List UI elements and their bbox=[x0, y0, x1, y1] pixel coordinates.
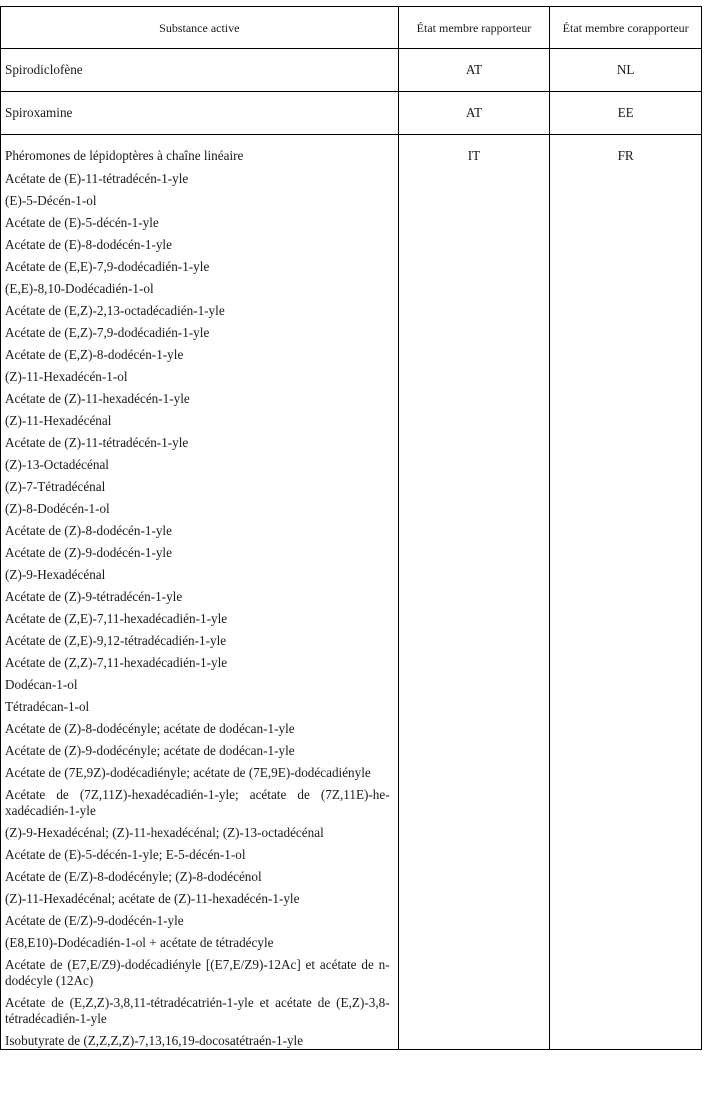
pheromone-name: Acétate de (E/Z)-9-dodécén-1-yle bbox=[1, 907, 399, 929]
pheromone-name: Acétate de (Z)-8-dodécényle; acétate de dodécan-1-yle bbox=[1, 715, 399, 737]
list-item bbox=[1, 429, 702, 451]
empty-cell bbox=[398, 253, 550, 275]
empty-cell bbox=[550, 885, 702, 907]
empty-cell bbox=[398, 517, 550, 539]
empty-cell bbox=[550, 341, 702, 363]
empty-cell bbox=[398, 297, 550, 319]
pheromone-name: Acétate de (E,E)-7,9-dodécadién-1-yle bbox=[1, 253, 399, 275]
empty-cell bbox=[550, 165, 702, 187]
empty-cell bbox=[398, 737, 550, 759]
list-item bbox=[1, 187, 702, 209]
list-item bbox=[1, 495, 702, 517]
pheromone-name: Acétate de (Z)-8-dodécén-1-yle bbox=[1, 517, 399, 539]
empty-cell bbox=[398, 363, 550, 385]
empty-cell bbox=[550, 253, 702, 275]
empty-cell bbox=[550, 539, 702, 561]
empty-cell bbox=[398, 605, 550, 627]
empty-cell bbox=[398, 451, 550, 473]
empty-cell bbox=[550, 841, 702, 863]
pheromone-name: (Z)-9-Hexadécénal; (Z)-11-hexadécénal; (Z)-13-octadécénal bbox=[1, 819, 399, 841]
list-item bbox=[1, 929, 702, 951]
corapporteur-code: NL bbox=[550, 49, 702, 92]
empty-cell bbox=[398, 165, 550, 187]
list-item bbox=[1, 451, 702, 473]
empty-cell bbox=[398, 759, 550, 781]
empty-cell bbox=[398, 429, 550, 451]
list-item bbox=[1, 407, 702, 429]
empty-cell bbox=[550, 407, 702, 429]
empty-cell bbox=[398, 407, 550, 429]
empty-cell bbox=[398, 671, 550, 693]
table-row bbox=[1, 92, 702, 135]
group-rapporteur-code: IT bbox=[398, 135, 550, 166]
pheromone-name: Acétate de (E,Z,Z)-3,8,11-tétradécatrién-1-yle et acétate de (E,Z)-3,8-tétradécadién-1-yle bbox=[1, 989, 399, 1027]
empty-cell bbox=[550, 737, 702, 759]
empty-cell bbox=[398, 885, 550, 907]
corapporteur-code: EE bbox=[550, 92, 702, 135]
pheromone-name: Dodécan-1-ol bbox=[1, 671, 399, 693]
pheromone-name: Acétate de (Z,E)-9,12-tétradécadién-1-yle bbox=[1, 627, 399, 649]
pheromone-name: Acétate de (Z,E)-7,11-hexadécadién-1-yle bbox=[1, 605, 399, 627]
pheromone-name: Acétate de (Z)-9-dodécén-1-yle bbox=[1, 539, 399, 561]
header-corapporteur: État membre corapporteur bbox=[550, 7, 702, 49]
header-substance: Substance active bbox=[1, 7, 399, 49]
pheromone-name: Acétate de (Z)-11-hexadécén-1-yle bbox=[1, 385, 399, 407]
list-item bbox=[1, 231, 702, 253]
substance-name: Spirodiclofène bbox=[1, 49, 399, 92]
pheromone-name: Acétate de (7E,9Z)-dodécadiényle; acétate de (7E,9E)-dodécadiényle bbox=[1, 759, 399, 781]
pheromone-name: Acétate de (E)-11-tétradécén-1-yle bbox=[1, 165, 399, 187]
empty-cell bbox=[550, 495, 702, 517]
pheromone-name: (Z)-11-Hexadécén-1-ol bbox=[1, 363, 399, 385]
list-item bbox=[1, 165, 702, 187]
empty-cell bbox=[398, 841, 550, 863]
list-item bbox=[1, 341, 702, 363]
empty-cell bbox=[398, 693, 550, 715]
empty-cell bbox=[398, 907, 550, 929]
empty-cell bbox=[398, 715, 550, 737]
list-item bbox=[1, 275, 702, 297]
empty-cell bbox=[550, 517, 702, 539]
pheromone-name: Acétate de (7Z,11Z)-hexadécadién-1-yle; acétate de (7Z,11E)-hexadécadién-1-yle bbox=[1, 781, 399, 819]
empty-cell bbox=[398, 863, 550, 885]
pheromone-name: (Z)-9-Hexadécénal bbox=[1, 561, 399, 583]
empty-cell bbox=[550, 781, 702, 819]
list-item bbox=[1, 737, 702, 759]
empty-cell bbox=[398, 275, 550, 297]
list-item bbox=[1, 841, 702, 863]
empty-cell bbox=[550, 473, 702, 495]
empty-cell bbox=[550, 209, 702, 231]
empty-cell bbox=[398, 1027, 550, 1050]
empty-cell bbox=[550, 649, 702, 671]
empty-cell bbox=[398, 819, 550, 841]
list-item bbox=[1, 1027, 702, 1050]
list-item bbox=[1, 693, 702, 715]
list-item bbox=[1, 539, 702, 561]
empty-cell bbox=[550, 297, 702, 319]
empty-cell bbox=[550, 759, 702, 781]
empty-cell bbox=[550, 429, 702, 451]
empty-cell bbox=[550, 819, 702, 841]
pheromone-name: (E8,E10)-Dodécadién-1-ol + acétate de tétradécyle bbox=[1, 929, 399, 951]
header-rapporteur: État membre rapporteur bbox=[398, 7, 550, 49]
list-item bbox=[1, 989, 702, 1027]
empty-cell bbox=[398, 385, 550, 407]
empty-cell bbox=[550, 907, 702, 929]
rapporteur-code: AT bbox=[398, 92, 550, 135]
list-item bbox=[1, 863, 702, 885]
group-header-row bbox=[1, 135, 702, 166]
pheromone-name: (Z)-11-Hexadécénal; acétate de (Z)-11-hexadécén-1-yle bbox=[1, 885, 399, 907]
group-corapporteur-code: FR bbox=[550, 135, 702, 166]
empty-cell bbox=[550, 451, 702, 473]
empty-cell bbox=[550, 989, 702, 1027]
empty-cell bbox=[550, 863, 702, 885]
pheromone-name: Acétate de (E)-8-dodécén-1-yle bbox=[1, 231, 399, 253]
list-item bbox=[1, 715, 702, 737]
list-item bbox=[1, 209, 702, 231]
list-item bbox=[1, 649, 702, 671]
empty-cell bbox=[550, 231, 702, 253]
empty-cell bbox=[550, 275, 702, 297]
pheromone-name: (E,E)-8,10-Dodécadién-1-ol bbox=[1, 275, 399, 297]
empty-cell bbox=[550, 1027, 702, 1050]
empty-cell bbox=[550, 583, 702, 605]
empty-cell bbox=[398, 473, 550, 495]
empty-cell bbox=[550, 627, 702, 649]
list-item bbox=[1, 253, 702, 275]
empty-cell bbox=[550, 715, 702, 737]
empty-cell bbox=[398, 209, 550, 231]
list-item bbox=[1, 759, 702, 781]
list-item bbox=[1, 907, 702, 929]
empty-cell bbox=[550, 605, 702, 627]
list-item bbox=[1, 627, 702, 649]
pheromone-name: Acétate de (Z)-11-tétradécén-1-yle bbox=[1, 429, 399, 451]
empty-cell bbox=[550, 385, 702, 407]
list-item bbox=[1, 671, 702, 693]
list-item bbox=[1, 319, 702, 341]
empty-cell bbox=[398, 319, 550, 341]
pheromone-name: Acétate de (E,Z)-2,13-octadécadién-1-yle bbox=[1, 297, 399, 319]
substance-table bbox=[0, 6, 702, 1050]
pheromone-name: (Z)-7-Tétradécénal bbox=[1, 473, 399, 495]
empty-cell bbox=[398, 495, 550, 517]
empty-cell bbox=[550, 187, 702, 209]
list-item bbox=[1, 385, 702, 407]
empty-cell bbox=[550, 929, 702, 951]
list-item bbox=[1, 583, 702, 605]
pheromone-name: Acétate de (Z)-9-dodécényle; acétate de dodécan-1-yle bbox=[1, 737, 399, 759]
list-item bbox=[1, 605, 702, 627]
empty-cell bbox=[398, 583, 550, 605]
list-item bbox=[1, 781, 702, 819]
empty-cell bbox=[398, 781, 550, 819]
list-item bbox=[1, 885, 702, 907]
empty-cell bbox=[398, 561, 550, 583]
empty-cell bbox=[550, 951, 702, 989]
empty-cell bbox=[398, 649, 550, 671]
table-row bbox=[1, 49, 702, 92]
pheromone-name: Acétate de (Z,Z)-7,11-hexadécadién-1-yle bbox=[1, 649, 399, 671]
table-header-row bbox=[1, 7, 702, 49]
list-item bbox=[1, 517, 702, 539]
list-item bbox=[1, 297, 702, 319]
empty-cell bbox=[398, 539, 550, 561]
pheromone-name: Acétate de (E,Z)-7,9-dodécadién-1-yle bbox=[1, 319, 399, 341]
list-item bbox=[1, 819, 702, 841]
list-item bbox=[1, 473, 702, 495]
empty-cell bbox=[398, 341, 550, 363]
empty-cell bbox=[398, 951, 550, 989]
substance-name: Spiroxamine bbox=[1, 92, 399, 135]
list-item bbox=[1, 561, 702, 583]
empty-cell bbox=[550, 693, 702, 715]
empty-cell bbox=[398, 627, 550, 649]
empty-cell bbox=[398, 929, 550, 951]
pheromone-name: (Z)-11-Hexadécénal bbox=[1, 407, 399, 429]
pheromone-name: Acétate de (E/Z)-8-dodécényle; (Z)-8-dodécénol bbox=[1, 863, 399, 885]
empty-cell bbox=[550, 319, 702, 341]
pheromone-name: Acétate de (E)-5-décén-1-yle bbox=[1, 209, 399, 231]
empty-cell bbox=[398, 187, 550, 209]
pheromone-name: (Z)-13-Octadécénal bbox=[1, 451, 399, 473]
pheromone-name: Acétate de (Z)-9-tétradécén-1-yle bbox=[1, 583, 399, 605]
empty-cell bbox=[550, 561, 702, 583]
pheromone-name: Acétate de (E)-5-décén-1-yle; E-5-décén-1-ol bbox=[1, 841, 399, 863]
pheromone-name: Isobutyrate de (Z,Z,Z,Z)-7,13,16,19-docosatétraén-1-yle bbox=[1, 1027, 399, 1050]
pheromone-name: Acétate de (E7,E/Z9)-dodécadiényle [(E7,E/Z9)-12Ac] et acétate de n-dodécyle (12Ac) bbox=[1, 951, 399, 989]
rapporteur-code: AT bbox=[398, 49, 550, 92]
group-name: Phéromones de lépidoptères à chaîne linéaire bbox=[1, 135, 399, 166]
empty-cell bbox=[398, 989, 550, 1027]
empty-cell bbox=[550, 363, 702, 385]
list-item bbox=[1, 363, 702, 385]
empty-cell bbox=[398, 231, 550, 253]
pheromone-name: Tétradécan-1-ol bbox=[1, 693, 399, 715]
empty-cell bbox=[550, 671, 702, 693]
pheromone-name: Acétate de (E,Z)-8-dodécén-1-yle bbox=[1, 341, 399, 363]
list-item bbox=[1, 951, 702, 989]
pheromone-name: (E)-5-Décén-1-ol bbox=[1, 187, 399, 209]
pheromone-name: (Z)-8-Dodécén-1-ol bbox=[1, 495, 399, 517]
